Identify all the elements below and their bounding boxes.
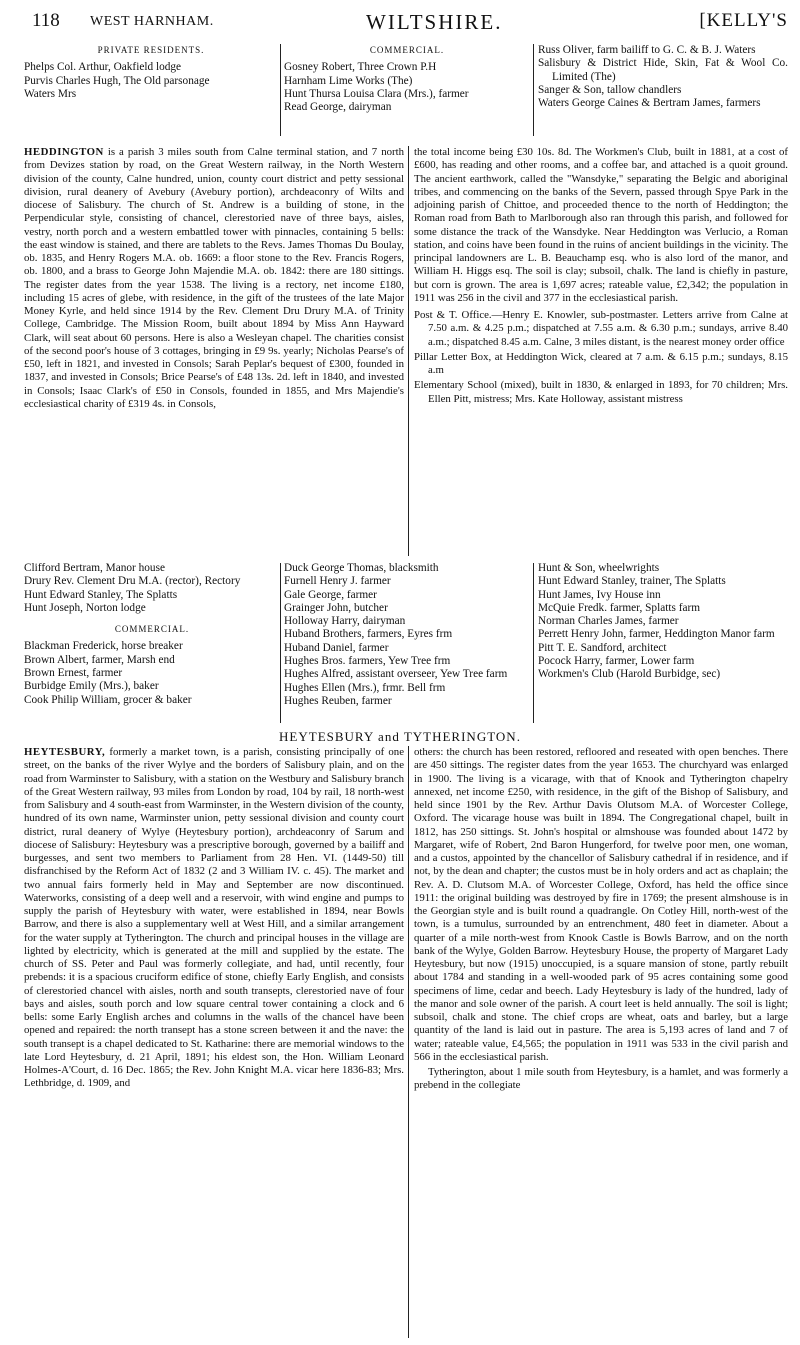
column-rule [533, 44, 534, 136]
heytesbury-para-left: formerly a market town, is a parish, consisting principally of one street, on the banks of the river Wylye and the borders of Salisbury plain, and on the road from Warminster to Salisbury, with a station on the Westbury and Salisbury branch of the Great Western railway, 93 miles from London by road, 104 by rail, 18 north-west from Salisbury and 4 south-east from Warminster, in the Western division of the county, hundred of its own name, Warminster union, petty sessional division and county court district, rural deanery of Wylye (Heytesbury portion), archdeaconry of Sarum and diocese of Salisbury: Heytesbury was a prescriptive borough, governed by a bailiff and burgesses, and sent two members to Parliament from 28 Hen. VI. (1449-50) till disfranchised by the Reform Act of 1832 (2 and 3 William IV. c. 45). The market and two annual fairs formerly held in May and September are now discontinued. Waterworks, consisting of a deep well and a reservoir, with wind engine and pumps to supply the parish of Heytesbury with water, were established in 1894, near Bowls Barrow, and there is also a supplementary well at West Hill, and a similar arrangement for the water supply at Tytherington. The church and principal houses in the village are lighted by electricity, which is generated at the mill and supplied by the estate. The church of SS. Peter and Paul was formerly collegiate, and had, until recently, four prebends: it is a spacious cruciform edifice of stone, chiefly Early English, and consists of clerestoried chancel with aisles, north and south transepts, clerestoried nave of four bays and aisles, south porch and low square central tower containing a clock and 6 bells: some Early English arches and columns in the walls of the chancel have been opened and repaired: the north transept has a stone screen between it and the nave: the south transept is a chapel dedicated to St. Katharine: there are memorial windows to the late Lord Heytesbury, d. 21 April, 1891; his eldest son, the Hon. William Leonard Holmes-A'Court, d. 16 Dec. 1865; the Rev. John Knight M.A. vicar here 1836-83; Mrs. Lethbridge, d. 1909, and [24, 746, 404, 1090]
list-item: Waters Mrs [24, 87, 77, 100]
header-directory: [KELLY'S [699, 10, 788, 31]
heddington-school: Elementary School (mixed), built in 1830, & enlarged in 1893, for 70 children; Mrs. Ellen Pitt, mistress; Mrs. Kate Holloway, assistant mistress [414, 379, 788, 405]
heddington-lead: HEDDINGTON [24, 146, 104, 158]
list-item: Hunt Edward Stanley, trainer, The Splatts [538, 575, 726, 588]
heddington-para-left: is a parish 3 miles south from Calne terminal station, and 7 north from Devizes station by road, on the Great Western railway, in the North Western division of the county, Calne hundred, union, county court district and petty sessional division, rural deanery of Avebury (Avebury portion), archdeaconry of Wilts and diocese of Salisbury. The church of St. Andrew is a building of stone, in the Perpendicular style, consisting of chancel, clerestoried nave of three bays, aisles, vestry, north porch and a western embattled tower with pinnacles, containing 5 bells: the east window is stained, and there are tablets to the Revs. James Thomas Du Boulay, ob. 1835, and Henry Rogers M.A. ob. 1669: a floor stone to the Rev. Francis Rogers, ob. 1800, and a brass to George John Majendie M.A. ob. 1842: there are 180 sittings. The register dates from the year 1538. The living is a rectory, net income £180, including 15 acres of glebe, with residence, in the gift of the trustees of the late Major Money Kyrle, and held since 1914 by the Rev. Clement Dru Drury M.A. of Trinity College, Cambridge. The Mission Room, built about 1894 by Miss Ann Hayward Clark, will seat about 60 persons. Here is also a Wesleyan chapel. The charities consist of the second poor's house of 3 cottages, bringing in £9 9s. yearly; Nicholas Pearse's of £50, left in 1821, and invested in Consols; Sarah Peplar's bequest of £300, founded in 1837, and invested in Consols; Brice Pearse's of £48 13s. 2d. left in 1840, and invested in Consols; Isaac Clark's of £50 in Consols, founded in 1855, and Mrs Majendie's ecclesiastical charity of £319 4s. in Consols, [24, 146, 405, 410]
list-item: Holloway Harry, dairyman [284, 615, 406, 628]
list-item: Burbidge Emily (Mrs.), baker [24, 680, 159, 693]
list-item: Salisbury & District Hide, Skin, Fat & Wool Co. Limited (The) [538, 57, 788, 83]
wh-private-column [24, 42, 278, 101]
list-item: Phelps Col. Arthur, Oakfield lodge [24, 61, 182, 74]
header-place: WEST HARNHAM. [90, 14, 214, 29]
wh-commercial-heading: COMMERCIAL. [369, 45, 445, 55]
list-item: Drury Rev. Clement Dru M.A. (rector), Rectory [24, 575, 241, 588]
header-county: WILTSHIRE. [366, 10, 503, 34]
heddington-pillar-box: Pillar Letter Box, at Heddington Wick, cleared at 7 a.m. & 6.15 p.m.; sundays, 8.15 a.m [414, 350, 788, 376]
wh-private-heading: PRIVATE RESIDENTS. [97, 45, 205, 55]
heytesbury-description-right [414, 746, 788, 1093]
wh-commercial-column-2 [538, 44, 788, 110]
column-rule [408, 146, 409, 556]
list-item: Hunt Thursa Louisa Clara (Mrs.), farmer [284, 87, 469, 100]
list-item: Cook Philip William, grocer & baker [24, 693, 192, 706]
list-item: Workmen's Club (Harold Burbidge, sec) [538, 668, 721, 681]
heddington-column-2 [284, 562, 530, 708]
list-item: Sanger & Son, tallow chandlers [538, 83, 682, 96]
heytesbury-title: HEYTESBURY and TYTHERINGTON. [279, 729, 521, 744]
list-item: Hughes Bros. farmers, Yew Tree frm [284, 655, 451, 668]
list-item: Huband Daniel, farmer [284, 641, 389, 654]
list-item: Huband Brothers, farmers, Eyres frm [284, 628, 453, 641]
heytesbury-description-left [24, 746, 404, 1091]
heddington-private-column [24, 562, 280, 707]
column-rule [533, 563, 534, 723]
heytesbury-para-right: others: the church has been restored, refloored and reseated with open benches. There are 450 sittings. The register dates from the year 1653. The churchyard was enlarged in 1900. The living is a vicarage, with that of Knook and Tytherington chapelry annexed, net income £250, with residence, in the gift of the Bishop of Salisbury, and held since 1901 by the Rev. Arthur Davis Olutsom M.A. of Worcester College, Oxford. The vicarage house was built in 1894. The Congregational chapel, built in 1812, has 250 sittings. St. John's hospital or almshouse was founded about 1472 by Margaret, wife of Robert, 2nd Baron Hungerford, for twelve poor men, one woman, and a custos, appointed by the chancellor of Salisbury cathedral if in residence, and if not, by the dean and chapter; the custos must be in holy orders and act as chaplain; the Rev. A. D. Clutsom M.A. of Worcester College, Oxford, has held the office since 1911: the original building was destroyed by fire in 1769; the present almshouse is in the Georgian style and is built round a quadrangle. On Cotley Hill, north-west of the town, is a tumulus, surrounded by an entrenchment, 480 feet in diameter. About a quarter of a mile north-west from Knook Castle is Bowls Barrow, and on the north bank of the Wylye, Golden Barrow. Heytesbury House, the property of Margaret Lady Heytesbury, but now (1915) unoccupied, is a square mansion of stone, partly rebuilt about 1784 and standing in a well-wooded park of 95 acres containing some good specimens of lime, cedar and beech. Lady Heytesbury is lady of the hundred, lady of the manor and sole owner of the parish. A court leet is held annually. The soil is light; subsoil, chalk and stone. The chief crops are wheat, oats and barley, but a large quantity of the land is laid out in pasture. The area is 5,193 acres of land and 7 of water; rateable value, £4,565; the population in 1911 was 533 in the civil parish and 566 in the ecclesiastical parish. [414, 746, 788, 1063]
list-item: Gale George, farmer [284, 588, 377, 601]
heddington-post-office: Post & T. Office.—Henry E. Knowler, sub-postmaster. Letters arrive from Calne at 7.50 a.m. & 4.25 p.m.; dispatched at 7.55 a.m. & 6.30 p.m.; sundays, arrive 8.40 a.m.; dispatched 8.45 a.m. Calne, 3 miles distant, is the nearest money order office [414, 309, 788, 348]
list-item: Pitt T. E. Sandford, architect [538, 641, 667, 654]
column-rule [280, 44, 281, 136]
list-item: Hughes Ellen (Mrs.), frmr. Bell frm [284, 681, 446, 694]
tytherington-para: Tytherington, about 1 mile south from Heytesbury, is a hamlet, and was formerly a prebend in the collegiate [414, 1066, 788, 1092]
heddington-commercial-heading: COMMERCIAL. [114, 624, 190, 635]
page-number: 118 [32, 10, 60, 31]
heddington-para-right: the total income being £30 10s. 8d. The Workmen's Club, built in 1881, at a cost of £600, has reading and other rooms, and a coffee bar, and attached is a quoit ground. The ancient earthwork, called the "Wansdyke," separating the Belgic and aboriginal tribes, and commencing on the banks of the Severn, passed through Spye Park in the adjoining parish of Chittoe, and proceeded thence to the north of Heddington; the Roman road from Bath to Marlborough also ran through this parish, and followed for some distance the track of the Wansdyke. Near Heddington was Verlucio, a Roman station, and coins have been found in the ruins of ancient buildings in the vicinity. The principal landowners are L. B. Beauchamp esq. who is also lord of the manor, and William H. Higgs esq. The soil is clay; subsoil, chalk. The land is chiefly in pasture, but corn is grown. The area is 1,697 acres; rateable value, £2,342; the population in 1911 was 256 in the civil and 377 in the ecclesiastical parish. [414, 146, 788, 304]
list-item: Pocock Harry, farmer, Lower farm [538, 655, 695, 668]
list-item: Purvis Charles Hugh, The Old parsonage [24, 74, 210, 87]
heddington-description-left [24, 146, 404, 411]
heytesbury-lead: HEYTESBURY, [24, 746, 106, 758]
list-item: McQuie Fredk. farmer, Splatts farm [538, 601, 701, 614]
list-item: Hunt Joseph, Norton lodge [24, 601, 146, 614]
list-item: Gosney Robert, Three Crown P.H [284, 61, 437, 74]
list-item: Brown Ernest, farmer [24, 667, 123, 680]
list-item: Furnell Henry J. farmer [284, 575, 391, 588]
running-header [28, 4, 790, 34]
list-item: Hunt Edward Stanley, The Splatts [24, 588, 178, 601]
wh-commercial-column [284, 42, 530, 114]
list-item: Russ Oliver, farm bailiff to G. C. & B. J. Waters [538, 44, 756, 56]
list-item: Read George, dairyman [284, 101, 392, 114]
list-item: Harnham Lime Works (The) [284, 74, 413, 87]
list-item: Hughes Alfred, assistant overseer, Yew Tree farm [284, 668, 508, 681]
column-rule [408, 746, 409, 1338]
list-item: Perrett Henry John, farmer, Heddington Manor farm [538, 628, 775, 641]
list-item: Duck George Thomas, blacksmith [284, 562, 439, 574]
heddington-column-3 [538, 562, 788, 682]
list-item: Hunt & Son, wheelwrights [538, 562, 660, 574]
list-item: Clifford Bertram, Manor house [24, 562, 165, 574]
list-item: Brown Albert, farmer, Marsh end [24, 653, 175, 666]
list-item: Grainger John, butcher [284, 601, 388, 614]
heddington-description-right [414, 146, 788, 406]
list-item: Hunt James, Ivy House inn [538, 588, 661, 601]
list-item: Waters George Caines & Bertram James, farmers [538, 97, 761, 110]
column-rule [280, 563, 281, 723]
list-item: Blackman Frederick, horse breaker [24, 640, 183, 653]
list-item: Hughes Reuben, farmer [284, 694, 392, 707]
list-item: Norman Charles James, farmer [538, 615, 679, 628]
